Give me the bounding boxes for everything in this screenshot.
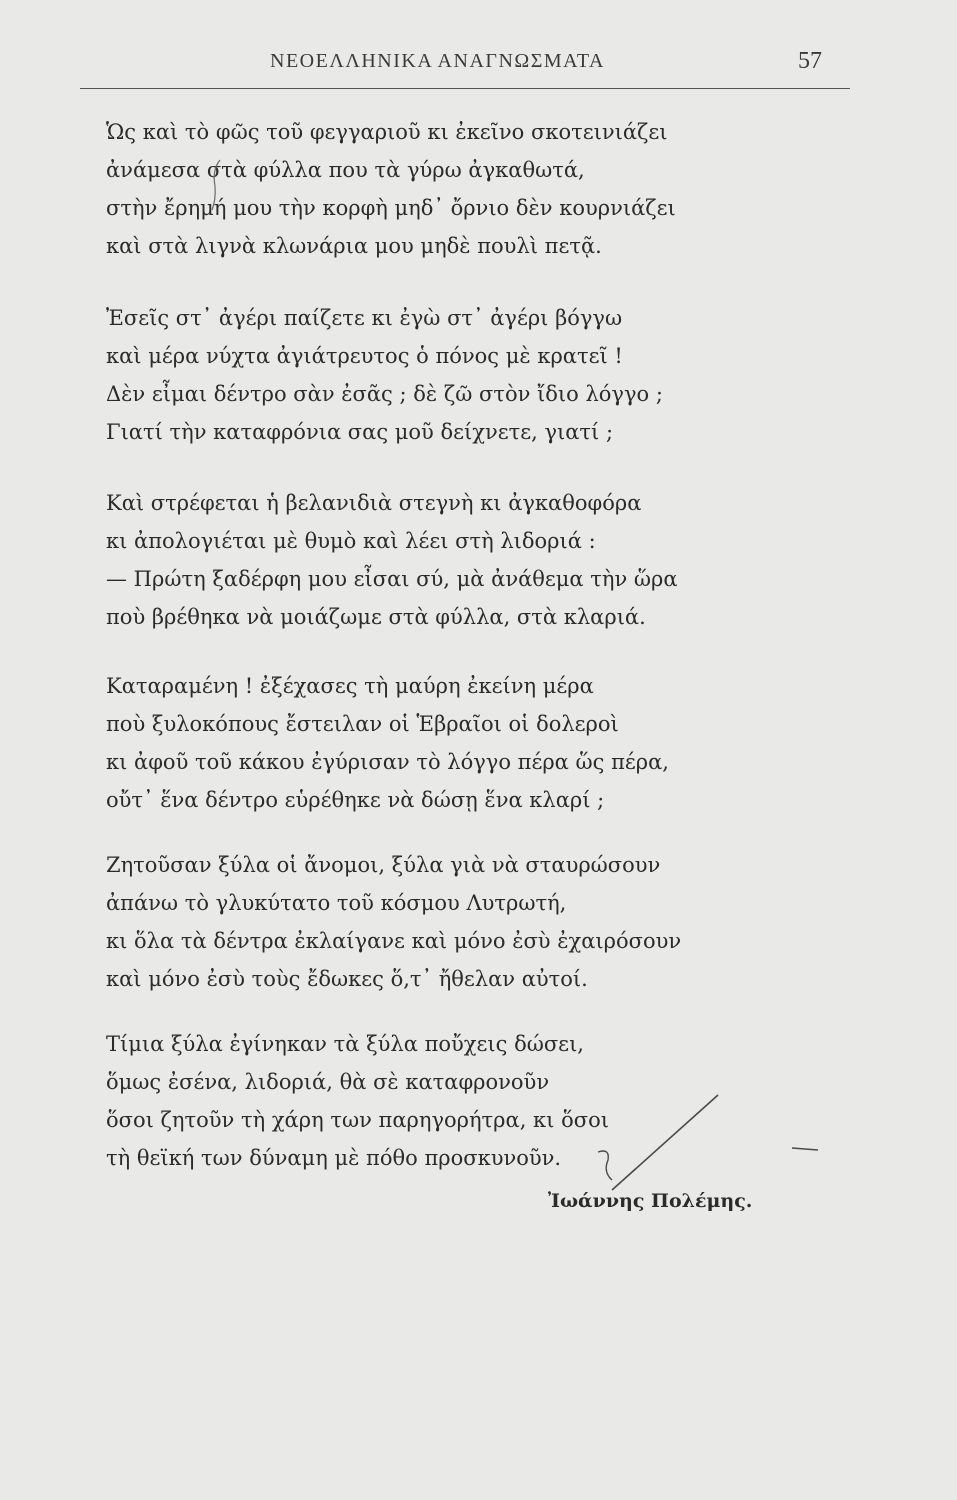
poem-line: στὴν ἔρημή μου τὴν κορφὴ μηδ᾽ ὄρνιο δὲν κουρνιάζει: [106, 196, 676, 220]
poem-line: ἀπάνω τὸ γλυκύτατο τοῦ κόσμου Λυτρωτή,: [106, 891, 567, 915]
poem-line: Καὶ στρέφεται ἡ βελανιδιὰ στεγνὴ κι ἀγκαθοφόρα: [106, 491, 642, 515]
poem-line: καὶ μέρα νύχτα ἀγιάτρευτος ὁ πόνος μὲ κρατεῖ !: [106, 344, 623, 368]
poem-line: κι ὅλα τὰ δέντρα ἐκλαίγανε καὶ μόνο ἐσὺ ἐχαιρόσουν: [106, 929, 682, 953]
poem-line: ὅμως ἐσένα, λιδοριά, θὰ σὲ καταφρονοῦν: [106, 1070, 550, 1094]
poem-line: — Πρώτη ξαδέρφη μου εἶσαι σύ, μὰ ἀνάθεμα τὴν ὥρα: [106, 567, 678, 591]
running-title: ΝΕΟΕΛΛΗΝΙΚΑ ΑΝΑΓΝΩΣΜΑΤΑ: [270, 50, 605, 72]
poem-line: Τίμια ξύλα ἐγίνηκαν τὰ ξύλα ποὔχεις δώσει,: [106, 1032, 584, 1056]
header-rule: [80, 88, 850, 89]
poem-line: Γιατί τὴν καταφρόνια σας μοῦ δείχνετε, γιατί ;: [106, 420, 614, 444]
poem-line: ποὺ βρέθηκα νὰ μοιάζωμε στὰ φύλλα, στὰ κλαριά.: [106, 605, 646, 629]
poem-line: κι ἀπολογιέται μὲ θυμὸ καὶ λέει στὴ λιδοριά :: [106, 529, 596, 553]
poem-line: Δὲν εἶμαι δέντρο σὰν ἐσᾶς ; δὲ ζῶ στὸν ἴδιο λόγγο ;: [106, 382, 663, 406]
author-signature: Ἰωάννης Πολέμης.: [548, 1190, 753, 1212]
page-number: 57: [798, 48, 822, 74]
poem-line: Ἐσεῖς στ᾽ ἀγέρι παίζετε κι ἐγὼ στ᾽ ἀγέρι βόγγω: [106, 306, 623, 330]
poem-line: ὅσοι ζητοῦν τὴ χάρη των παρηγορήτρα, κι ὅσοι: [106, 1108, 609, 1132]
poem-line: καὶ μόνο ἐσὺ τοὺς ἔδωκες ὅ,τ᾽ ἤθελαν αὐτοί.: [106, 967, 588, 991]
stanza-2: [106, 299, 663, 451]
poem-line: καὶ στὰ λιγνὰ κλωνάρια μου μηδὲ πουλὶ πετᾷ.: [106, 234, 602, 258]
poem-line: ποὺ ξυλοκόπους ἔστειλαν οἱ Ἑβραῖοι οἱ δολεροὶ: [106, 712, 619, 736]
poem-line: Ὡς καὶ τὸ φῶς τοῦ φεγγαριοῦ κι ἐκεῖνο σκοτεινιάζει: [106, 120, 668, 144]
stanza-6: [106, 1025, 609, 1177]
poem-line: Καταραμένη ! ἐξέχασες τὴ μαύρη ἐκείνη μέρα: [106, 674, 594, 698]
poem-line: οὔτ᾽ ἕνα δέντρο εὑρέθηκε νὰ δώσῃ ἕνα κλαρί ;: [106, 788, 605, 812]
poem-line: Ζητοῦσαν ξύλα οἱ ἄνομοι, ξύλα γιὰ νὰ σταυρώσουν: [106, 853, 661, 877]
stanza-5: [106, 846, 681, 998]
stanza-1: [106, 113, 676, 265]
poem-line: τὴ θεϊκή των δύναμη μὲ πόθο προσκυνοῦν.: [106, 1146, 562, 1170]
poem-line: ἀνάμεσα στὰ φύλλα που τὰ γύρω ἀγκαθωτά,: [106, 158, 585, 182]
stanza-4: [106, 667, 669, 819]
stanza-3: [106, 484, 678, 636]
poem-line: κι ἀφοῦ τοῦ κάκου ἐγύρισαν τὸ λόγγο πέρα ὥς πέρα,: [106, 750, 669, 774]
